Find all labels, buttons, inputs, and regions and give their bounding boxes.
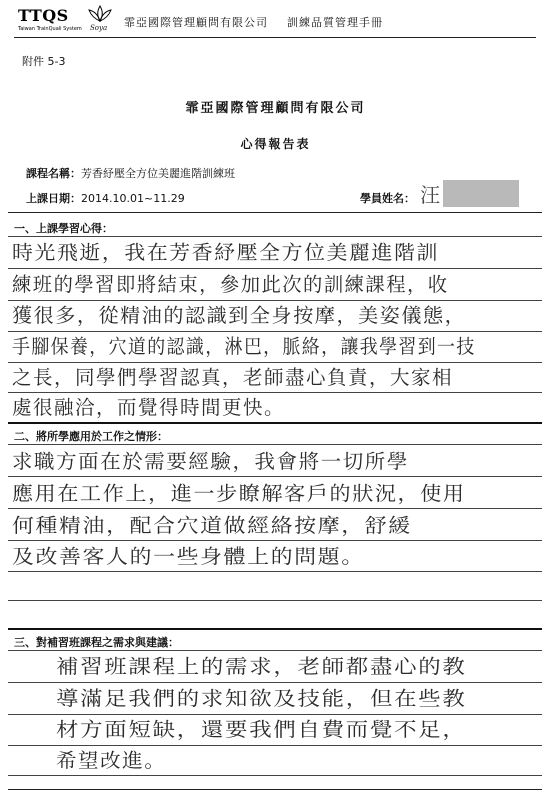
attachment-number: 附件 5-3	[22, 55, 66, 68]
section-3-line-1: 補習班課程上的需求，老師都盡心的教	[56, 655, 467, 678]
section-2-label: 二、將所學應用於工作之情形：	[14, 430, 168, 443]
document-form-title: 心得報告表	[240, 137, 311, 151]
section-1-label: 一、上課學習心得：	[14, 222, 113, 235]
section-1-line-2: 練班的學習即將結束，參加此次的訓練課程，收	[12, 273, 449, 296]
section-divider	[8, 628, 542, 630]
ruled-line	[8, 540, 542, 541]
section-1-line-5: 之長，同學們學習認真，老師盡心負責，大家相	[12, 366, 454, 389]
section-1-line-3: 獲很多，從精油的認識到全身按摩，美姿儀態，	[12, 304, 467, 327]
ruled-line	[8, 508, 542, 509]
document-company-title: 霏亞國際管理顧問有限公司	[185, 101, 366, 116]
header-company-name: 霏亞國際管理顧問有限公司	[124, 16, 268, 29]
date-value: 2014.10.01~11.29	[81, 192, 185, 205]
section-divider	[8, 422, 542, 424]
section-2-line-1: 求職方面在於需要經驗，我會將一切所學	[12, 450, 409, 473]
section-1-line-4: 手腳保養，穴道的認識，淋巴，脈絡，讓我學習到一技	[12, 335, 476, 358]
ruled-line	[8, 476, 542, 477]
section-3-line-4: 希望改進。	[56, 749, 167, 772]
course-row	[26, 165, 235, 181]
ruled-line	[8, 650, 542, 651]
section-2-line-3: 何種精油，配合穴道做經絡按摩，舒緩	[12, 514, 412, 537]
date-row	[26, 190, 185, 206]
date-label: 上課日期：	[26, 192, 81, 205]
ruled-line	[8, 362, 542, 363]
ruled-line	[8, 682, 542, 683]
section-3-label: 三、對補習班課程之需求與建議：	[14, 636, 179, 649]
ruled-line	[8, 236, 542, 237]
ruled-line	[8, 444, 542, 445]
course-label: 課程名稱：	[26, 167, 81, 180]
header-divider	[14, 37, 536, 38]
section-3-line-3: 材方面短缺，還要我們自費而覺不足，	[56, 718, 467, 741]
lotus-logo-icon	[86, 4, 114, 34]
ruled-line	[8, 571, 542, 572]
page-header	[0, 0, 551, 44]
section-2-line-2: 應用在工作上，進一步瞭解客戶的狀況，使用	[12, 482, 466, 505]
section-3-line-2: 導滿足我們的求知欲及技能，但在些教	[56, 687, 467, 710]
ruled-line	[8, 745, 542, 746]
section-1-line-1: 時光飛逝，我在芳香紓壓全方位美麗進階訓	[12, 241, 439, 264]
brand-logo-text: Soya	[90, 24, 108, 32]
ruled-line	[8, 775, 542, 776]
ruled-line	[8, 300, 542, 301]
ttqs-logo	[18, 6, 80, 34]
ruled-line	[8, 600, 542, 601]
ttqs-logo-subtext: Taiwan TrainQuali System	[18, 26, 82, 32]
ruled-line	[8, 331, 542, 332]
section-1-line-6: 處很融洽，而覺得時間更快。	[12, 396, 286, 419]
section-2-line-4: 及改善客人的一些身體上的問題。	[12, 545, 365, 568]
ttqs-logo-text: TTQS	[18, 6, 69, 25]
student-name-label: 學員姓名：	[360, 192, 415, 205]
redaction-box	[443, 180, 519, 207]
student-name-handwriting: 汪	[420, 183, 440, 207]
ruled-line	[8, 392, 542, 393]
ruled-line	[8, 268, 542, 269]
course-value: 芳香紓壓全方位美麗進階訓練班	[81, 167, 235, 180]
ruled-line	[8, 714, 542, 715]
header-manual-title: 訓練品質管理手冊	[287, 16, 383, 29]
